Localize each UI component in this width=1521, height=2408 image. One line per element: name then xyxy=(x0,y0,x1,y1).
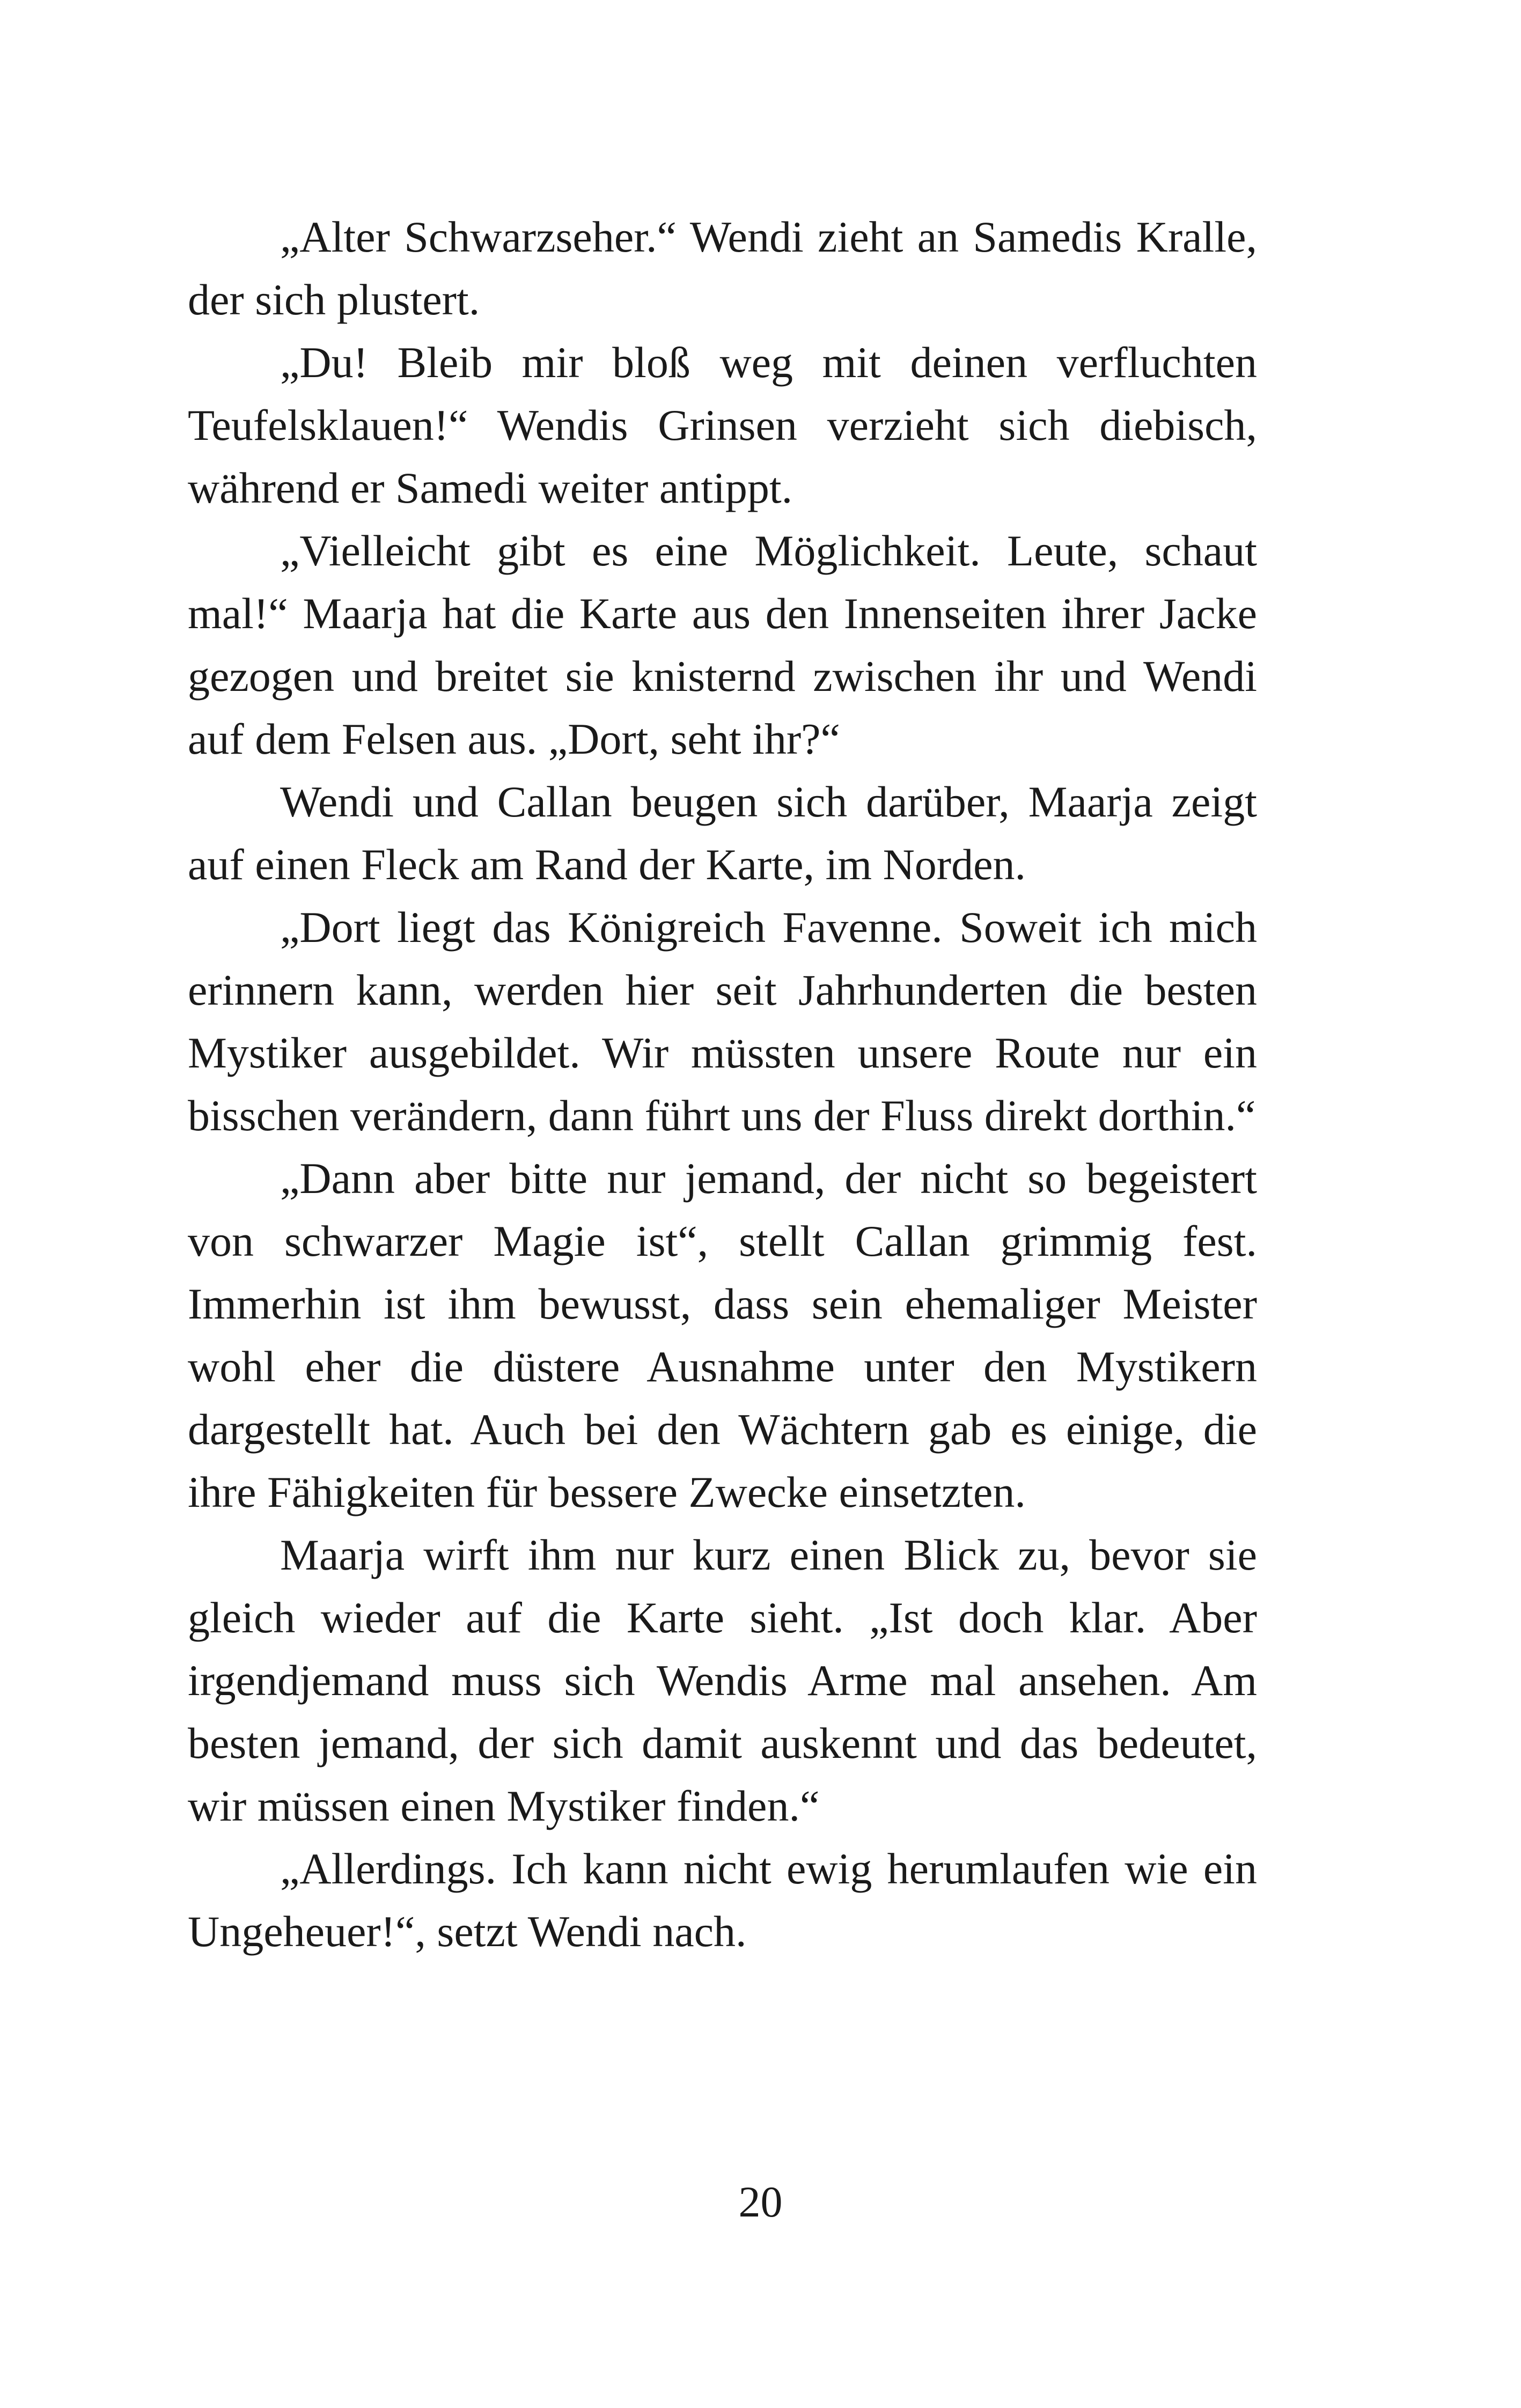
paragraph: Wendi und Callan beugen sich darüber, Maarja zeigt auf einen Fleck am Rand der Karte, im Norden. xyxy=(188,777,1257,889)
paragraph: „Allerdings. Ich kann nicht ewig herumlaufen wie ein Ungeheuer!“, setzt Wendi nach. xyxy=(188,1844,1257,1956)
paragraph: Maarja wirft ihm nur kurz einen Blick zu, bevor sie gleich wieder auf die Karte sieht. „Ist doch klar. Aber irgendjemand muss sich Wendis Arme mal ansehen. Am besten jemand, der sich damit auskennt und das bedeutet, wir müssen einen Mystiker finden.“ xyxy=(188,1530,1257,1830)
paragraph: „Vielleicht gibt es eine Möglichkeit. Leute, schaut mal!“ Maarja hat die Karte aus den Innenseiten ihrer Jacke gezogen und breitet sie knisternd zwischen ihr und Wendi auf dem Felsen aus. „Dort, seht ihr?“ xyxy=(188,526,1257,763)
paragraph: „Dort liegt das Königreich Favenne. Soweit ich mich erinnern kann, werden hier seit Jahrhunderten die besten Mystiker ausgebildet. Wir müssten unsere Route nur ein bisschen verändern, dann führt uns der Fluss direkt dorthin.“ xyxy=(188,903,1257,1140)
body-text xyxy=(188,205,1257,1963)
page-number: 20 xyxy=(738,2177,783,2226)
paragraph: „Du! Bleib mir bloß weg mit deinen verfluchten Teufelsklauen!“ Wendis Grinsen verzieht sich diebisch, während er Samedi weiter antippt. xyxy=(188,338,1257,512)
paragraph: „Alter Schwarzseher.“ Wendi zieht an Samedis Kralle, der sich plustert. xyxy=(188,212,1257,324)
paragraph: „Dann aber bitte nur jemand, der nicht so begeistert von schwarzer Magie ist“, stellt Callan grimmig fest. Immerhin ist ihm bewusst, dass sein ehemaliger Meister wohl eher die düstere Ausnahme unter den Mystikern dargestellt hat. Auch bei den Wächtern gab es einige, die ihre Fähigkeiten für bessere Zwecke einsetzten. xyxy=(188,1154,1257,1516)
